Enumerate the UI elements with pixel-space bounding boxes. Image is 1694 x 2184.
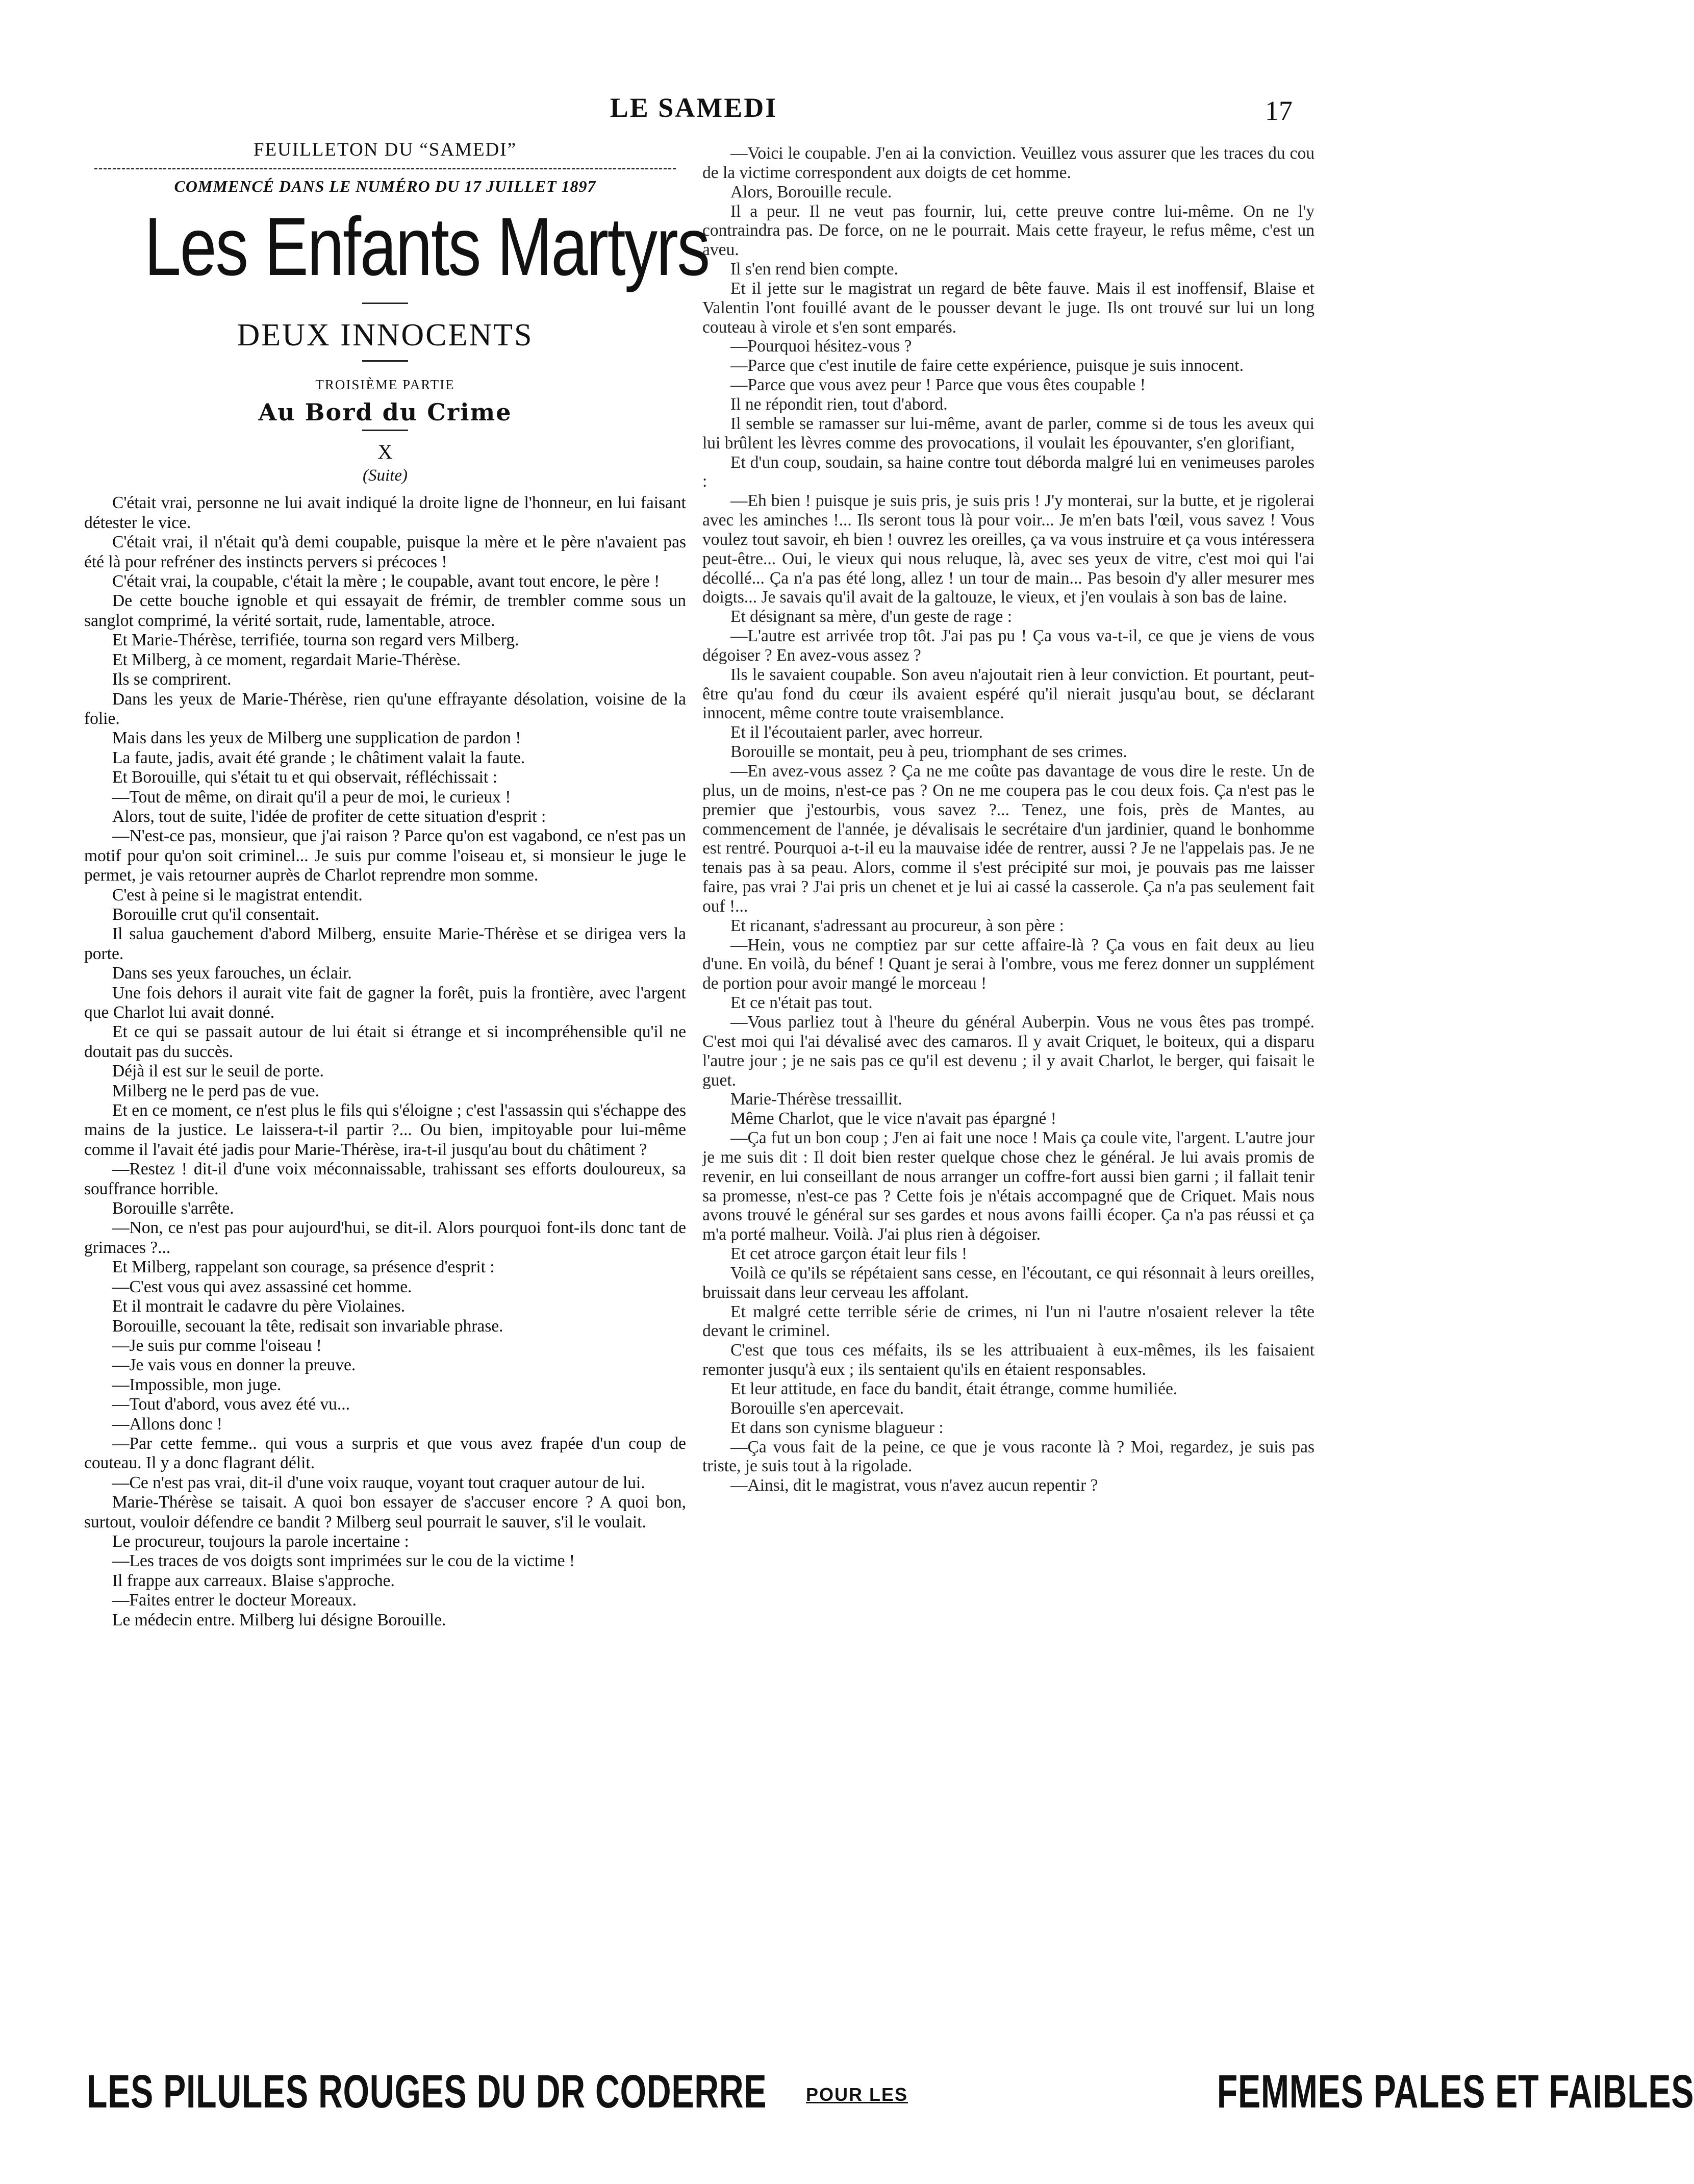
- paragraph: Il a peur. Il ne veut pas fournir, lui, cette preuve contre lui-même. On ne l'y contraindra pas. De force, on ne le pourrait. Mais cette frayeur, le refus même, c'est un aveu.: [702, 202, 1314, 260]
- part-label: TROISIÈME PARTIE: [315, 376, 455, 392]
- paragraph: De cette bouche ignoble et qui essayait de frémir, de trembler comme sous un sanglot comprimé, la vérité sortait, rude, lamentable, atroce.: [84, 591, 686, 630]
- paragraph: —Hein, vous ne comptiez par sur cette affaire-là ? Ça vous en fait deux au lieu d'une. En voilà, du bénef ! Quant je serai à l'ombre, vous me ferez donner un supplément de portion pour avoir mangé le morceau !: [702, 935, 1314, 993]
- paragraph: Alors, tout de suite, l'idée de profiter de cette situation d'esprit :: [112, 807, 546, 826]
- paragraph: C'était vrai, il n'était qu'à demi coupable, puisque la mère et le père n'avaient pas été là pour refréner des instincts pervers si précoces !: [84, 533, 686, 571]
- paragraph: C'était vrai, personne ne lui avait indiqué la droite ligne de l'honneur, en lui faisant détester le vice.: [84, 493, 686, 532]
- paragraph: —Faites entrer le docteur Moreaux.: [112, 1591, 357, 1610]
- dashed-divider: [94, 168, 676, 169]
- paragraph: Marie-Thérèse tressaillit.: [730, 1090, 902, 1109]
- paragraph: C'est que tous ces méfaits, ils se les attribuaient à eux-mêmes, ils les faisaient remonter jusqu'à eux ; ils sentaient qu'ils en étaient responsables.: [702, 1341, 1314, 1379]
- paragraph: —Je suis pur comme l'oiseau !: [112, 1336, 322, 1355]
- left-article-body: [84, 493, 686, 1630]
- paragraph: —Tout de même, on dirait qu'il a peur de moi, le curieux !: [112, 787, 511, 807]
- paragraph: Borouille s'en apercevait.: [730, 1398, 904, 1418]
- paragraph: Il s'en rend bien compte.: [730, 260, 898, 279]
- paragraph: Alors, Borouille recule.: [730, 182, 892, 202]
- paragraph: Et Milberg, à ce moment, regardait Marie-Thérèse.: [112, 650, 461, 669]
- paragraph: —Ainsi, dit le magistrat, vous n'avez aucun repentir ?: [730, 1476, 1098, 1495]
- paragraph: Milberg ne le perd pas de vue.: [112, 1081, 319, 1100]
- paragraph: Et dans son cynisme blagueur :: [730, 1418, 944, 1437]
- advertisement-banner: [87, 2065, 1694, 2118]
- paragraph: —Par cette femme.. qui vous a surpris et que vous avez frapée d'un coup de couteau. Il y a donc flagrant délit.: [84, 1434, 686, 1473]
- paragraph: Et il l'écoutaient parler, avec horreur.: [730, 723, 983, 742]
- paragraph: Et il jette sur le magistrat un regard de bête fauve. Mais il est inoffensif, Blaise et Valentin l'ont fouillé avant de le pousser devant le juge. Ils ont trouvé sur lui un long couteau à virole et s'en sont emparés.: [702, 279, 1314, 337]
- title-rule: [362, 303, 408, 304]
- paragraph: —Vous parliez tout à l'heure du général Auberpin. Vous ne vous êtes pas trompé. C'est moi qui l'ai dévalisé avec des camaros. Il y avait Criquet, le boiteux, qui a disparu l'autre jour ; je ne sais pas ce qu'il est devenu ; il y avait Charlot, le berger, qui faisait le guet.: [702, 1012, 1314, 1090]
- feuilleton-label: FEUILLETON DU “SAMEDI”: [253, 139, 517, 160]
- right-article-body: [702, 144, 1314, 1495]
- chapter-number: X: [377, 440, 393, 463]
- paragraph: Et malgré cette terrible série de crimes, ni l'un ni l'autre n'osaient relever la tête devant le criminel.: [702, 1302, 1314, 1341]
- paragraph: Et ce n'était pas tout.: [730, 993, 873, 1013]
- paragraph: —L'autre est arrivée trop tôt. J'ai pas pu ! Ça vous va-t-il, ce que je viens de vous dégoiser ? En avez-vous assez ?: [702, 626, 1314, 665]
- paragraph: Et ce qui se passait autour de lui était si étrange et si incompréhensible qu'il ne doutait pas du succès.: [84, 1022, 686, 1061]
- paragraph: Déjà il est sur le seuil de porte.: [112, 1062, 324, 1081]
- paragraph: Borouille s'arrête.: [112, 1199, 234, 1218]
- subtitle-rule: [362, 360, 408, 362]
- paragraph: C'était vrai, la coupable, c'était la mère ; le coupable, avant tout encore, le père !: [112, 572, 660, 591]
- paragraph: Dans ses yeux farouches, un éclair.: [112, 964, 352, 983]
- paragraph: —Je vais vous en donner la preuve.: [112, 1355, 356, 1375]
- ad-target-audience: FEMMES PALES ET FAIBLES: [1217, 2065, 1694, 2118]
- paragraph: C'est à peine si le magistrat entendit.: [112, 885, 363, 905]
- paragraph: Marie-Thérèse se taisait. A quoi bon essayer de s'accuser encore ? A quoi bon, surtout, vouloir défendre ce bandit ? Milberg seul pourrait le sauver, s'il le voulait.: [84, 1493, 686, 1532]
- paragraph: Il frappe aux carreaux. Blaise s'approche.: [112, 1571, 395, 1590]
- paragraph: Borouille crut qu'il consentait.: [112, 905, 320, 924]
- paragraph: Et ricanant, s'adressant au procureur, à son père :: [730, 916, 1064, 935]
- paragraph: —En avez-vous assez ? Ça ne me coûte pas davantage de vous dire le reste. Un de plus, un de moins, n'est-ce pas ? On ne me coupera pas le cou deux fois. Ça n'est pas le premier que j'estourbis, vous savez ?... Tenez, une fois, près de Mantes, au commencement de l'année, je dévalisais le secrétaire d'un jardinier, quand le bonhomme est rentré. Pourquoi a-t-il eu la mauvaise idée de rentrer, aussi ? Je ne l'appelais pas. Je ne tenais pas à sa peau. Alors, comme il s'est précipité sur moi, je pouvais pas me laisser faire, pas vrai ? J'ai pris un chenet et je lui ai cassé la casserole. Ça n'a pas seulement fait ouf !...: [702, 762, 1314, 916]
- paragraph: Et d'un coup, soudain, sa haine contre tout déborda malgré lui en venimeuses paroles :: [702, 453, 1314, 491]
- paragraph: —Parce que c'est inutile de faire cette expérience, puisque je suis innocent.: [730, 356, 1244, 375]
- paragraph: —Pourquoi hésitez-vous ?: [730, 337, 912, 356]
- serial-subtitle: DEUX INNOCENTS: [237, 317, 534, 353]
- paragraph: Le procureur, toujours la parole incertaine :: [112, 1532, 409, 1551]
- paragraph: Et Borouille, qui s'était tu et qui observait, réfléchissait :: [112, 768, 497, 787]
- paragraph: Et leur attitude, en face du bandit, était étrange, comme humiliée.: [730, 1379, 1178, 1398]
- paragraph: —Restez ! dit-il d'une voix méconnaissable, trahissant ses efforts douloureux, sa souffrance horrible.: [84, 1160, 686, 1198]
- paragraph: Ils se comprirent.: [112, 670, 232, 689]
- suite-label: (Suite): [363, 466, 408, 485]
- paragraph: —Ça vous fait de la peine, ce que je vous raconte là ? Moi, regardez, je suis pas triste, je suis tout à la rigolade.: [702, 1437, 1314, 1476]
- paragraph: Même Charlot, que le vice n'avait pas épargné !: [730, 1109, 1056, 1128]
- paragraph: —N'est-ce pas, monsieur, que j'ai raison ? Parce qu'on est vagabond, ce n'est pas un motif pour qu'on soit criminel... Je suis pur comme l'oiseau et, si monsieur le juge le permet, je vais retourner auprès de Charlot reprendre mon somme.: [84, 826, 686, 885]
- serial-title: Les Enfants Martyrs: [144, 200, 709, 293]
- paragraph: Borouille se montait, peu à peu, triomphant de ses crimes.: [730, 742, 1127, 762]
- paragraph: Ils le savaient coupable. Son aveu n'ajoutait rien à leur conviction. Et pourtant, peut-être qu'au fond du cœur ils avaient espéré qu'il nierait jusqu'au bout, se déclarant innocent, même contre toute vraisemblance.: [702, 665, 1314, 723]
- paragraph: Il semble se ramasser sur lui-même, avant de parler, comme si de tous les aveux qui lui brûlent les lèvres comme des provocations, il voulait les épouvanter, s'en glorifiant,: [702, 414, 1314, 453]
- paragraph: —Non, ce n'est pas pour aujourd'hui, se dit-il. Alors pourquoi font-ils donc tant de grimaces ?...: [84, 1218, 686, 1257]
- paragraph: Et Milberg, rappelant son courage, sa présence d'esprit :: [112, 1258, 495, 1277]
- paragraph: Et en ce moment, ce n'est plus le fils qui s'éloigne ; c'est l'assassin qui s'échappe des mains de la justice. Le laissera-t-il partir ?... Ou bien, impitoyable pour lui-même comme il l'avait été jadis pour Marie-Thérèse, ira-t-il jusqu'au bout du châtiment ?: [84, 1101, 686, 1159]
- section-rule: [362, 430, 408, 431]
- paragraph: La faute, jadis, avait été grande ; le châtiment valait la faute.: [112, 748, 525, 767]
- paragraph: Il salua gauchement d'abord Milberg, ensuite Marie-Thérèse et se dirigea vers la porte.: [84, 924, 686, 963]
- paragraph: —Allons donc !: [112, 1414, 222, 1434]
- page-number: 17: [1265, 95, 1293, 126]
- paragraph: —Les traces de vos doigts sont imprimées sur le cou de la victime !: [112, 1551, 575, 1571]
- paragraph: —Ça fut un bon coup ; J'en ai fait une noce ! Mais ça coule vite, l'argent. L'autre jour je me suis dit : Il doit bien rester quelque chose chez le général. Je lui avais promis de revenir, en lui conseillant de nous arranger un coffre-fort aussi bien garni ; il fallait tenir sa promesse, n'est-ce pas ? Cette fois je n'étais accompagné que de Criquet. Mais nous avons trouvé le général sur ses gardes et nous avons failli écoper. Ça n'a pas réussi et ça m'a porté malheur. Voilà. J'ai plus rien à dégoiser.: [702, 1128, 1314, 1244]
- paragraph: —C'est vous qui avez assassiné cet homme.: [112, 1277, 412, 1296]
- paragraph: —Eh bien ! puisque je suis pris, je suis pris ! J'y monterai, sur la butte, et je rigolerai avec les aminches !... Ils seront tous là pour voir... Je m'en bats l'œil, vous savez ! Vous voulez tout savoir, eh bien ! ouvrez les oreilles, ça va vous instruire et ça vous intéressera peut-être... Oui, le vieux qui nous reluque, là, avec ses yeux de vitre, c'est moi qui l'ai décollé... Ça n'a pas été long, allez ! un tour de main... Pas besoin d'y aller mesurer mes doigts... Je savais qu'il avait de la galtouze, le vieux, et j'en voulais à son bas de laine.: [702, 491, 1314, 607]
- section-title: Au Bord du Crime: [258, 398, 512, 426]
- ad-pour-les: POUR LES: [806, 2084, 908, 2105]
- left-column: [84, 139, 709, 1630]
- paragraph: Dans les yeux de Marie-Thérèse, rien qu'une effrayante désolation, voisine de la folie.: [84, 689, 686, 728]
- paragraph: Et il montrait le cadavre du père Violaines.: [112, 1297, 406, 1316]
- paragraph: —Tout d'abord, vous avez été vu...: [112, 1395, 350, 1414]
- paragraph: —Parce que vous avez peur ! Parce que vous êtes coupable !: [730, 375, 1146, 395]
- paragraph: —Ce n'est pas vrai, dit-il d'une voix rauque, voyant tout craquer autour de lui.: [112, 1473, 645, 1492]
- right-column: [702, 144, 1314, 1495]
- paragraph: Et désignant sa mère, d'un geste de rage :: [730, 607, 1013, 626]
- ad-product-name: LES PILULES ROUGES DU DR CODERRE: [87, 2065, 767, 2118]
- paragraph: Il ne répondit rien, tout d'abord.: [730, 394, 948, 414]
- paragraph: Mais dans les yeux de Milberg une supplication de pardon !: [112, 729, 521, 748]
- paragraph: —Impossible, mon juge.: [112, 1375, 282, 1394]
- paragraph: Une fois dehors il aurait vite fait de gagner la forêt, puis la frontière, avec l'argent que Charlot lui avait donné.: [84, 983, 686, 1022]
- paragraph: Borouille, secouant la tête, redisait son invariable phrase.: [112, 1316, 503, 1336]
- paragraph: Le médecin entre. Milberg lui désigne Borouille.: [112, 1610, 446, 1629]
- paragraph: Voilà ce qu'ils se répétaient sans cesse, en l'écoutant, ce qui résonnait à leurs oreilles, bruissait dans leur cerveau les affolant.: [702, 1263, 1314, 1302]
- paragraph: Et cet atroce garçon était leur fils !: [730, 1244, 968, 1264]
- newspaper-title: LE SAMEDI: [610, 92, 778, 123]
- paragraph: Et Marie-Thérèse, terrifiée, tourna son regard vers Milberg.: [112, 631, 519, 650]
- started-in-issue-note: COMMENCÉ DANS LE NUMÉRO DU 17 JUILLET 1897: [174, 177, 596, 196]
- paragraph: —Voici le coupable. J'en ai la conviction. Veuillez vous assurer que les traces du cou de la victime correspondent aux doigts de cet homme.: [702, 144, 1314, 182]
